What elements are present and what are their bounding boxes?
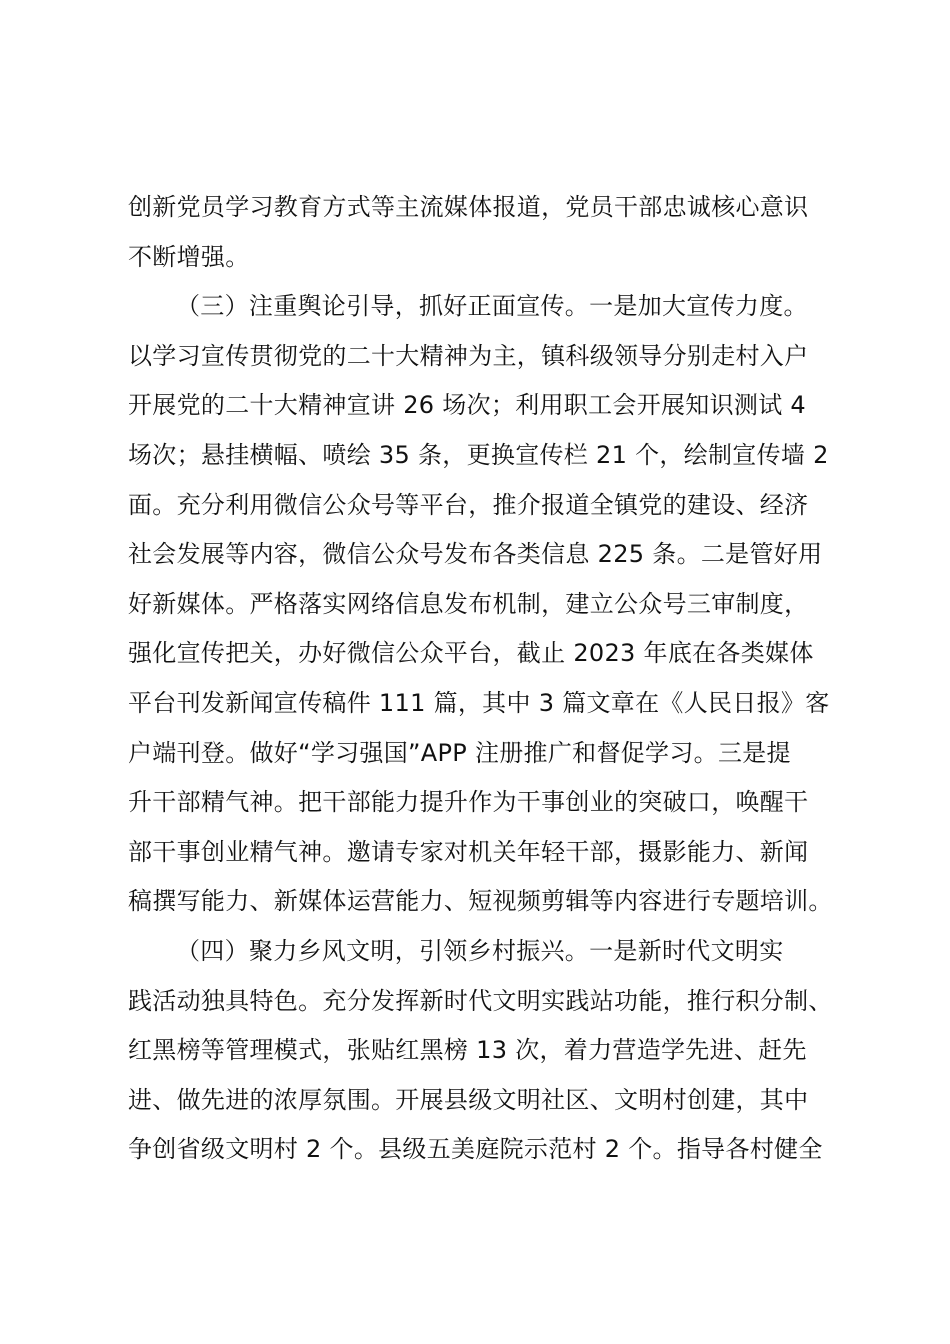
text-line: 社会发展等内容，微信公众号发布各类信息 225 条。二是管好用 [128,540,823,569]
text-line: 场次；悬挂横幅、喷绘 35 条，更换宣传栏 21 个，绘制宣传墙 2 [128,440,829,469]
text-line: 强化宣传把关，办好微信公众平台，截止 2023 年底在各类媒体 [128,639,814,668]
text-line: 稿撰写能力、新媒体运营能力、短视频剪辑等内容进行专题培训。 [128,887,833,916]
text-line: 户端刊登。做好“学习强国”APP 注册推广和督促学习。三是提 [128,738,791,767]
section-heading-line: （三）注重舆论引导，抓好正面宣传。一是加大宣传力度。 [176,292,808,321]
text-line: 不断增强。 [128,242,250,271]
text-line: 践活动独具特色。充分发挥新时代文明实践站功能，推行积分制、 [128,986,833,1015]
text-line: 好新媒体。严格落实网络信息发布机制，建立公众号三审制度， [128,589,809,618]
text-line: 以学习宣传贯彻党的二十大精神为主，镇科级领导分别走村入户 [128,341,809,370]
text-line: 面。充分利用微信公众号等平台，推介报道全镇党的建设、经济 [128,490,809,519]
body-text [128,183,848,1175]
text-line: 创新党员学习教育方式等主流媒体报道，党员干部忠诚核心意识 [128,193,809,221]
text-line: 平台刊发新闻宣传稿件 111 篇，其中 3 篇文章在《人民日报》客 [128,688,830,717]
text-line: 红黑榜等管理模式，张贴红黑榜 13 次，着力营造学先进、赶先 [128,1036,807,1065]
text-line: 开展党的二十大精神宣讲 26 场次；利用职工会开展知识测试 4 [128,391,806,420]
text-line: 进、做先进的浓厚氛围。开展县级文明社区、文明村创建，其中 [128,1085,809,1114]
text-line: 部干事创业精气神。邀请专家对机关年轻干部，摄影能力、新闻 [128,837,809,866]
text-line: 升干部精气神。把干部能力提升作为干事创业的突破口，唤醒干 [128,788,809,817]
text-line: 争创省级文明村 2 个。县级五美庭院示范村 2 个。指导各村健全 [128,1135,823,1164]
section-heading-line: （四）聚力乡风文明，引领乡村振兴。一是新时代文明实 [176,936,784,965]
